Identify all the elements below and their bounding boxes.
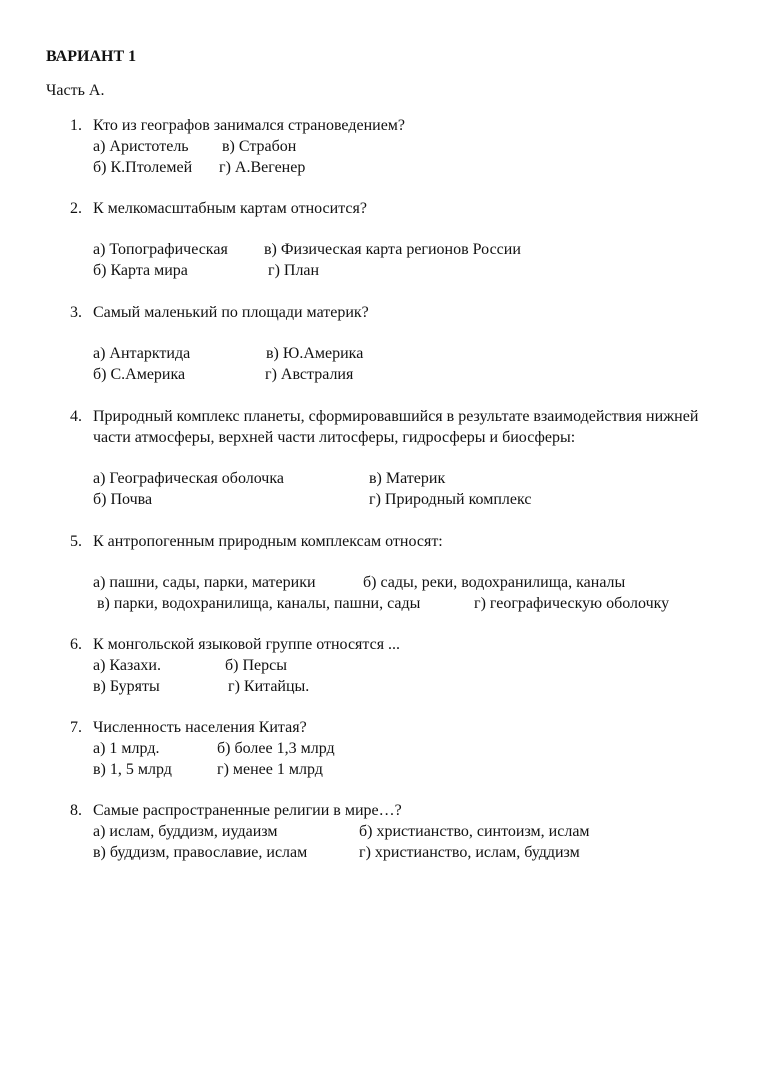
answer-option: в) Ю.Америка bbox=[266, 345, 364, 362]
answer-option: в) 1, 5 млрд bbox=[93, 761, 172, 778]
answer-option: в) парки, водохранилища, каналы, пашни, сады bbox=[97, 595, 421, 612]
question-text: Численность населения Китая? bbox=[93, 719, 307, 736]
question-text: Природный комплекс планеты, сформировавшийся в результате взаимодействия нижней части атмосферы, верхней части литосферы, гидросферы и биосферы: bbox=[93, 408, 699, 446]
answer-option: б) христианство, синтоизм, ислам bbox=[359, 823, 590, 840]
answer-option: а) Географическая оболочка bbox=[93, 470, 284, 487]
answer-option: г) А.Вегенер bbox=[219, 159, 306, 176]
answer-option: а) ислам, буддизм, иудаизм bbox=[93, 823, 278, 840]
question-number: 3. bbox=[70, 304, 82, 321]
question-number: 8. bbox=[70, 802, 82, 819]
answer-option: б) С.Америка bbox=[93, 366, 186, 383]
question-text: К монгольской языковой группе относятся ... bbox=[93, 636, 401, 653]
answer-option: а) Антарктида bbox=[93, 345, 191, 362]
question-number: 1. bbox=[70, 117, 82, 134]
question-text: К антропогенным природным комплексам относят: bbox=[93, 533, 443, 550]
question-number: 5. bbox=[70, 533, 82, 550]
answer-option: а) пашни, сады, парки, материки bbox=[93, 574, 316, 591]
question-number: 7. bbox=[70, 719, 82, 736]
question-number: 6. bbox=[70, 636, 82, 653]
answer-option: а) Топографическая bbox=[93, 241, 228, 258]
answer-option: б) сады, реки, водохранилища, каналы bbox=[363, 574, 626, 591]
question-number: 2. bbox=[70, 200, 82, 217]
answer-option: г) менее 1 млрд bbox=[217, 761, 323, 778]
answer-option: б) Карта мира bbox=[93, 262, 188, 279]
answer-option: а) 1 млрд. bbox=[93, 740, 160, 757]
question-text: Самый маленький по площади материк? bbox=[93, 304, 369, 321]
answer-option: г) Австралия bbox=[265, 366, 354, 383]
answer-option: в) Физическая карта регионов России bbox=[264, 241, 521, 258]
answer-option: в) Страбон bbox=[222, 138, 297, 155]
question-text: К мелкомасштабным картам относится? bbox=[93, 200, 367, 217]
answer-option: б) К.Птолемей bbox=[93, 159, 193, 176]
answer-option: в) Буряты bbox=[93, 678, 160, 695]
answer-option: а) Казахи. bbox=[93, 657, 161, 674]
answer-option: б) более 1,3 млрд bbox=[217, 740, 335, 757]
answer-option: г) географическую оболочку bbox=[474, 595, 670, 612]
question-text: Самые распространенные религии в мире…? bbox=[93, 802, 402, 819]
answer-option: б) Персы bbox=[225, 657, 287, 674]
part-heading: Часть А. bbox=[46, 82, 105, 99]
answer-option: г) Природный комплекс bbox=[369, 491, 532, 508]
variant-title: ВАРИАНТ 1 bbox=[46, 48, 137, 65]
question-text: Кто из географов занимался страноведением? bbox=[93, 117, 406, 134]
answer-option: г) План bbox=[268, 262, 320, 279]
answer-option: в) Материк bbox=[369, 470, 446, 487]
question-number: 4. bbox=[70, 408, 82, 425]
answer-option: а) Аристотель bbox=[93, 138, 189, 155]
answer-option: г) Китайцы. bbox=[228, 678, 310, 695]
answer-option: в) буддизм, православие, ислам bbox=[93, 844, 308, 861]
answer-option: б) Почва bbox=[93, 491, 153, 508]
answer-option: г) христианство, ислам, буддизм bbox=[359, 844, 580, 861]
